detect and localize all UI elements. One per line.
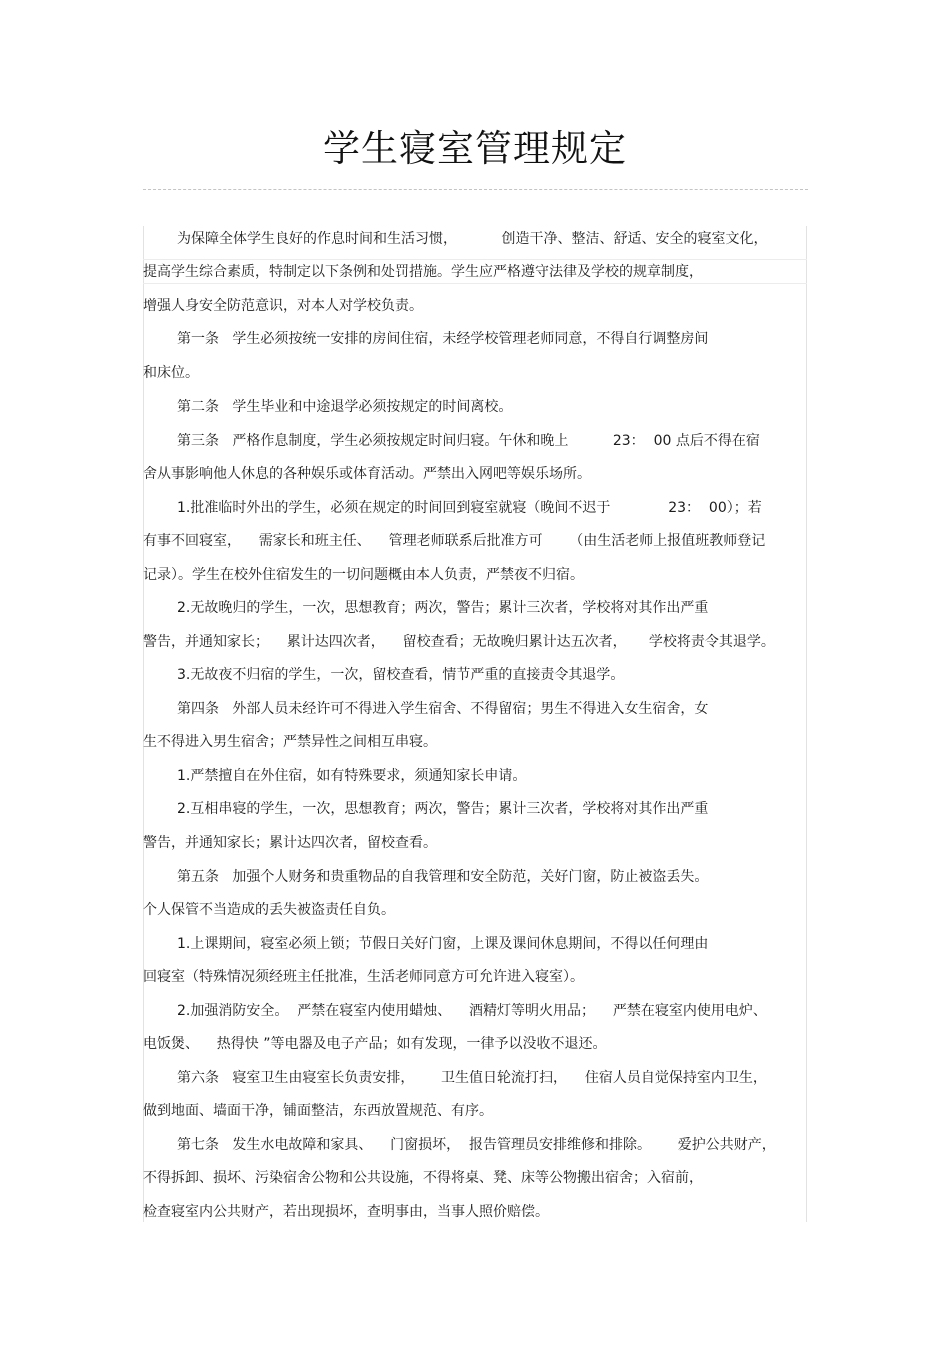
page-title: 学生寝室管理规定 [323, 127, 627, 170]
text-line: 第五条 加强个人财务和贵重物品的自我管理和安全防范，关好门窗，防止被盗丢失。 [177, 869, 709, 885]
text-line: 做到地面、墙面干净，铺面整洁，东西放置规范、有序。 [143, 1103, 493, 1119]
text-line: 为保障全体学生良好的作息时间和生活习惯， 创造干净、整洁、舒适、安全的寝室文化， [177, 231, 768, 247]
text-line: 3.无故夜不归宿的学生，一次，留校查看，情节严重的直接责令其退学。 [177, 667, 625, 683]
text-line: 有事不回寝室， 需家长和班主任、 管理老师联系后批准方可 （由生活老师上报值班教师登记 [143, 533, 766, 549]
text-line: 增强人身安全防范意识，对本人对学校负责。 [143, 298, 423, 314]
text-line: 第四条 外部人员未经许可不得进入学生宿舍、不得留宿；男生不得进入女生宿舍，女 [177, 701, 709, 717]
text-line: 舍从事影响他人休息的各种娱乐或体育活动。严禁出入网吧等娱乐场所。 [143, 466, 591, 482]
title-divider [143, 189, 808, 190]
text-line: 2.无故晚归的学生，一次，思想教育；两次，警告；累计三次者，学校将对其作出严重 [177, 600, 709, 616]
text-line: 第一条 学生必须按统一安排的房间住宿，未经学校管理老师同意，不得自行调整房间 [177, 331, 709, 347]
text-line: 1.批准临时外出的学生，必须在规定的时间回到寝室就寝（晚间不迟于 23： 00）；若 [177, 500, 762, 516]
text-line: 不得拆卸、损坏、污染宿舍公物和公共设施，不得将桌、凳、床等公物搬出宿舍；入宿前， [143, 1170, 703, 1186]
text-line: 电饭煲、 热得快 ”等电器及电子产品；如有发现，一律予以没收不退还。 [143, 1036, 607, 1052]
text-line: 第六条 寝室卫生由寝室长负责安排， 卫生值日轮流打扫， 住宿人员自觉保持室内卫生， [177, 1070, 767, 1086]
right-margin-line [806, 226, 807, 1222]
text-line: 个人保管不当造成的丢失被盗责任自负。 [143, 902, 395, 918]
table-rule [143, 259, 807, 260]
text-line: 记录）。学生在校外住宿发生的一切问题概由本人负责，严禁夜不归宿。 [143, 567, 584, 583]
text-line: 回寝室（特殊情况须经班主任批准，生活老师同意方可允许进入寝室）。 [143, 969, 584, 985]
text-line: 第七条 发生水电故障和家具、 门窗损坏， 报告管理员安排维修和排除。 爱护公共财产， [177, 1137, 776, 1153]
text-line: 2.互相串寝的学生，一次，思想教育；两次，警告；累计三次者，学校将对其作出严重 [177, 801, 709, 817]
text-line: 2.加强消防安全。 严禁在寝室内使用蜡烛、 酒精灯等明火用品； 严禁在寝室内使用电炉、 [177, 1003, 767, 1019]
text-line: 第二条 学生毕业和中途退学必须按规定的时间离校。 [177, 399, 513, 415]
text-line: 警告，并通知家长； 累计达四次者， 留校查看；无故晚归累计达五次者， 学校将责令其退学。 [143, 634, 775, 650]
text-line: 第三条 严格作息制度，学生必须按规定时间归寝。午休和晚上 23： 00 点后不得在宿 [177, 433, 760, 449]
table-rule [143, 283, 807, 284]
text-line: 提高学生综合素质，特制定以下条例和处罚措施。学生应严格遵守法律及学校的规章制度， [143, 264, 703, 280]
text-line: 检查寝室内公共财产，若出现损坏，查明事由，当事人照价赔偿。 [143, 1204, 549, 1220]
text-line: 1.严禁擅自在外住宿，如有特殊要求，须通知家长申请。 [177, 768, 527, 784]
text-line: 1.上课期间，寝室必须上锁；节假日关好门窗，上课及课间休息期间，不得以任何理由 [177, 936, 709, 952]
text-line: 警告，并通知家长；累计达四次者，留校查看。 [143, 835, 437, 851]
text-line: 和床位。 [143, 365, 199, 381]
text-line: 生不得进入男生宿舍；严禁异性之间相互串寝。 [143, 734, 437, 750]
